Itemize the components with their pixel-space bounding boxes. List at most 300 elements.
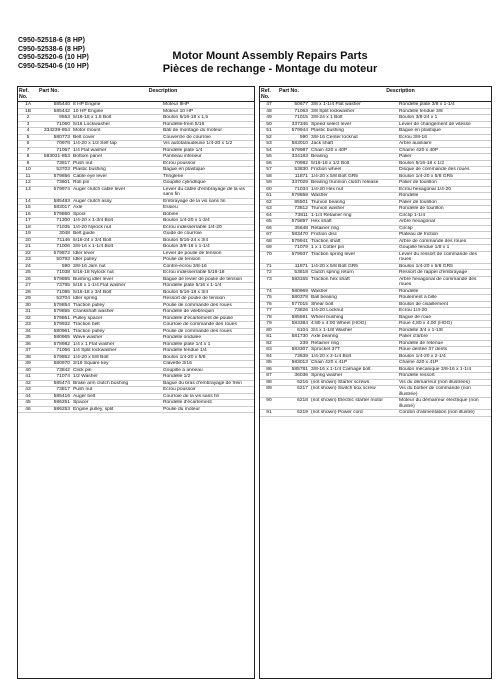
description-english: 8 HP Engine [72, 102, 162, 109]
ref-cell: 91 [260, 410, 278, 417]
description-english: Washer [310, 193, 398, 200]
description-english: Axle bearing [310, 334, 398, 341]
description-french: Palier d'arbre [398, 334, 491, 341]
ref-cell: 74 [260, 288, 278, 295]
ref-cell: 37 [18, 348, 38, 355]
description-english: 5/16 Lockwasher [72, 121, 162, 128]
ref-cell: 65 [260, 219, 278, 226]
description-english: Retainer ring [310, 225, 398, 232]
description-french: Rondelle ondulée [162, 335, 254, 342]
description-english: 5/16-24 x 3/4 Bolt [72, 237, 162, 244]
description-french: Poulie de commande des roues [162, 328, 254, 335]
description-english: (not shown) Switch box screw [310, 386, 398, 398]
description-french: Boulon mécanique 3/8-16 x 1-1/4 [398, 366, 491, 373]
part-number-cell: 50793 [38, 257, 72, 264]
description-french: Boulon 5/16-18 x 1/2 [398, 160, 491, 167]
description-english: Auger clutch assy. [72, 198, 162, 205]
ref-cell: 2 [18, 115, 38, 122]
description-french: Bague de levier de poulie de tension [162, 276, 254, 283]
part-number-cell: 583307 [278, 347, 310, 354]
ref-cell: 15 [18, 205, 38, 212]
description-english: Trunion bearing [310, 199, 398, 206]
ref-cell: 64 [260, 212, 278, 219]
description-english: 5/16-18 x 1/2 Bolt [310, 160, 398, 167]
description-french: Contre-écrou 3/8-16 [162, 263, 254, 270]
part-number-cell: 70978 [38, 141, 72, 148]
description-french: Bague de roue [398, 314, 491, 321]
ref-cell: 49 [260, 115, 278, 122]
description-english: Idler spring [72, 296, 162, 303]
ref-cell: 7 [18, 147, 38, 154]
part-number-cell: 6217 [278, 386, 310, 398]
part-number-cell: 578982 [38, 341, 72, 348]
description-french: Rondelle [398, 193, 491, 200]
description-french: Plateau de friction [398, 232, 491, 239]
ref-cell: 27 [18, 283, 38, 290]
part-number-cell: 73817 [38, 160, 72, 167]
ref-cell: 36 [18, 341, 38, 348]
description-french: Boulon 3/8-16 x 1-1/4 [162, 244, 254, 251]
ref-cell: 22 [18, 250, 38, 257]
description-french: Boulon 3/8-24 x 1 [398, 115, 491, 122]
description-french: Levier de poulie de tension [162, 250, 254, 257]
description-french: Poulie du moteur [162, 406, 254, 413]
description-english: Bottom panel [72, 154, 162, 161]
ref-cell: 26 [18, 276, 38, 283]
ref-cell: 63 [260, 206, 278, 213]
description-english: 3/8-16 Center locknut [310, 134, 398, 141]
part-number-cell: 50677 [278, 102, 310, 109]
part-number-cell: 6216 [278, 379, 310, 386]
description-english: 3/8-16 Jam nut [72, 263, 162, 270]
description-english: 1/4-20 Locknut [310, 308, 398, 315]
part-number-cell: 70982 [278, 160, 310, 167]
description-english: Click pin [72, 367, 162, 374]
part-number-cell: 579897 [278, 219, 310, 226]
description-french: Essieu [162, 205, 254, 212]
part-number-cell: 11871 [278, 173, 310, 180]
description-french: Rondelle de retenue [398, 340, 491, 347]
part-number-cell: 334239-854 [38, 128, 72, 135]
ref-cell: 30 [18, 302, 38, 309]
part-number-cell: 585442 [38, 108, 72, 115]
ref-cell: 10 [18, 167, 38, 174]
description-english: Cable eye lever [72, 173, 162, 180]
model-number: C950-52518-6 (8 HP) [18, 37, 85, 44]
ref-cell: 68 [260, 238, 278, 245]
table-row [260, 251, 491, 263]
part-number-cell: 580773 [38, 134, 72, 141]
part-number-cell: 85501 [278, 199, 310, 206]
part-number-cell: 579856 [38, 173, 72, 180]
description-french: Goupille fendue 1/8 x 1 [398, 245, 491, 252]
title-french: Pièces de rechange - Montage du moteur [162, 62, 378, 75]
ref-cell: 61 [260, 193, 278, 200]
part-number-cell: 579852 [38, 354, 72, 361]
ref-cell: 71 [260, 263, 278, 270]
description-french: Moteur 8HP [162, 102, 254, 109]
part-number-cell: 73811 [278, 212, 310, 219]
part-number-cell: 579860 [38, 211, 72, 218]
part-number-cell: 579861 [38, 315, 72, 322]
part-number-cell: 35648 [278, 225, 310, 232]
ref-cell: 12 [18, 180, 38, 187]
ref-cell: 84 [260, 353, 278, 360]
description-french: Palier de tourillon [398, 180, 491, 187]
description-french: Poulie de tension [162, 257, 254, 264]
description-english: Retainer ring [310, 340, 398, 347]
part-number-cell: 334183 [278, 154, 310, 161]
description-french: Vis autotaraudeuse 1/4-20 x 1/2 [162, 141, 254, 148]
part-number-cell: 3048 [38, 231, 72, 238]
description-french: Panneau inférieur [162, 154, 254, 161]
ref-cell: 88 [260, 379, 278, 386]
description-english: Trunion washer [310, 206, 398, 213]
ref-cell: 8 [18, 154, 38, 161]
description-english: 1/4-20 x 5/8 Bolt [72, 354, 162, 361]
description-french: Écrou 1/4-20 [398, 308, 491, 315]
part-number-cell: 579974 [38, 186, 72, 198]
part-number-cell: 579858 [278, 193, 310, 200]
part-number-cell: 71006 [38, 244, 72, 251]
description-french: Embrayage de la vis sans fin [162, 198, 254, 205]
part-number-cell: 9553 [38, 115, 72, 122]
ref-cell: 86 [260, 366, 278, 373]
ref-cell: 69 [260, 245, 278, 252]
part-number-cell: 585416 [38, 393, 72, 400]
ref-cell: 83 [260, 347, 278, 354]
part-number-cell: 579854 [38, 302, 72, 309]
ref-cell: 76 [260, 301, 278, 308]
ref-cell: 32 [18, 315, 38, 322]
part-number-cell: 71056 [38, 348, 72, 355]
ref-cell: 46 [18, 406, 38, 413]
part-number-cell: 71079 [278, 245, 310, 252]
description-english: 5/16 x 1-1/4 Flat washer [72, 283, 162, 290]
description-french: Boulon 5/16-18 x 3/4 [162, 289, 254, 296]
ref-cell: 11 [18, 173, 38, 180]
description-english: Friction wheel [310, 167, 398, 174]
ref-cell: 9 [18, 160, 38, 167]
ref-cell: 42 [18, 380, 38, 387]
description-english: Belt cover [72, 134, 162, 141]
ref-cell: 67 [260, 232, 278, 239]
ref-cell: 77 [260, 308, 278, 315]
description-french: Bague en plastique [398, 128, 491, 135]
part-number-cell: 590 [278, 134, 310, 141]
title-english: Motor Mount Assembly Repairs Parts [172, 50, 368, 62]
part-number-cell: 577015 [278, 301, 310, 308]
part-number-cell: 579987 [278, 147, 310, 154]
description-french: Vis du démarreur (non illustrées) [398, 379, 491, 386]
description-french: Rondelle plate 3/8 x 1-1/4 [398, 102, 491, 109]
description-english: Traction pulley [72, 328, 162, 335]
ref-cell: 45 [18, 400, 38, 407]
description-french: Écrou indesserrable 5/16-18 [162, 270, 254, 277]
part-number-cell: 585591 [278, 314, 310, 321]
description-english: Idler pulley [72, 257, 162, 264]
ref-cell: 1A [18, 102, 38, 109]
description-english: Hex shaft [310, 219, 398, 226]
ref-cell: 40 [18, 367, 38, 374]
header-ref: Ref. No. [18, 88, 38, 102]
description-english: Bearing [310, 154, 398, 161]
ref-cell: 1B [18, 108, 38, 115]
description-english: 5/16-18 x 3/4 Bolt [72, 289, 162, 296]
part-number-cell: 6104 [278, 327, 310, 334]
description-english: Idler lever [72, 250, 162, 257]
ref-cell: 19 [18, 231, 38, 238]
description-english: 1-1/4 Retainer ring [310, 212, 398, 219]
description-english: 1/4-20 x 5/8 Bolt GR5 [310, 263, 398, 270]
description-french: Ressort de poulie de tension [162, 296, 254, 303]
part-number-cell: 71034 [278, 186, 310, 193]
ref-cell: 80 [260, 327, 278, 334]
ref-cell: 62 [260, 199, 278, 206]
description-english: Axle [72, 205, 162, 212]
part-number-cell: 73826 [278, 308, 310, 315]
part-number-cell: 583384 [278, 321, 310, 328]
description-english: 4:80 x 4:00 Wheel (HOG) [310, 321, 398, 328]
part-number-cell: 73795 [38, 283, 72, 290]
ref-cell: 57 [260, 167, 278, 174]
description-english: 1/2 Washer [72, 374, 162, 381]
description-french: Bobine [162, 211, 254, 218]
description-french: Levier de changement de vitesse [398, 121, 491, 128]
part-number-cell: 583013 [278, 360, 310, 367]
description-french: Boulon 5/16-24 x 3/4 [162, 237, 254, 244]
ref-cell: 6 [18, 141, 38, 148]
description-english: Chain 420 x 41P [310, 360, 398, 367]
table-row [260, 276, 491, 288]
description-french: Roulement à bille [398, 295, 491, 302]
description-french: Boulon 1/4-20 x 2-1/4 [398, 353, 491, 360]
table-row [18, 186, 254, 198]
description-french: Levier du câble d'embrayage de la vis sans fin [162, 186, 254, 198]
description-english: Bearing trunnion clutch release [310, 180, 398, 187]
ref-cell: 13 [18, 186, 38, 198]
description-english: Spacer [72, 400, 162, 407]
ref-cell: 34 [18, 328, 38, 335]
ref-cell: 47 [260, 102, 278, 109]
description-french: Couvercle de courroie [162, 134, 254, 141]
ref-cell: 51 [260, 128, 278, 135]
part-number-cell: 71146 [38, 237, 72, 244]
description-english: 1/4-20 x 1-3/4 Bolt [72, 218, 162, 225]
ref-cell: 55 [260, 154, 278, 161]
part-number-cell: 581730 [278, 334, 310, 341]
ref-cell: 58 [260, 173, 278, 180]
description-english: Sprocket 37T [310, 347, 398, 354]
model-list [18, 37, 89, 71]
part-number-cell: 583470 [278, 232, 310, 239]
ref-cell: 21 [18, 244, 38, 251]
description-english: 3/8-16 x 1-1/4 Bolt [72, 244, 162, 251]
description-english: 3/16 Square key [72, 361, 162, 368]
description-english: (not shown) Starter screws [310, 379, 398, 386]
ref-cell: 18 [18, 224, 38, 231]
part-number-cell: 73842 [38, 367, 72, 374]
description-french: Courroie de commande des roues [162, 322, 254, 329]
description-english: Wheel bushing [310, 314, 398, 321]
ref-cell: 81 [260, 334, 278, 341]
part-number-cell: 71300 [38, 218, 72, 225]
ref-cell: 33 [18, 322, 38, 329]
ref-cell: 44 [18, 393, 38, 400]
description-english: 1/4 Flat washer [72, 147, 162, 154]
ref-cell: 24 [18, 263, 38, 270]
description-french: Écrou indesserrable 1/4-20 [162, 224, 254, 231]
description-english: Motor mount [72, 128, 162, 135]
description-french: Boulon 5/16-18 x 1,5 [162, 115, 254, 122]
ref-cell: 35 [18, 335, 38, 342]
description-english: Bushing idler lever [72, 276, 162, 283]
ref-cell: 60 [260, 186, 278, 193]
part-number-cell: 580969 [278, 288, 310, 295]
description-french: Rondelle de vilebrequin [162, 309, 254, 316]
ref-cell: 50 [260, 121, 278, 128]
ref-cell: 73 [260, 276, 278, 288]
description-english: Plastic bushing [310, 128, 398, 135]
part-number-cell: 53830 [278, 167, 310, 174]
description-english: 3/8-24 x 1 Bolt [310, 115, 398, 122]
part-number-cell: 580970 [38, 361, 72, 368]
description-french: Rondelle plate 5/16 x 1-1/4 [162, 283, 254, 290]
description-french: Palier [398, 154, 491, 161]
description-english: 3/4 x 1-1/8 Washer [310, 327, 398, 334]
description-french: Écrou poussoir [162, 160, 254, 167]
part-number-cell: 6219 [278, 410, 310, 417]
ref-cell: 5 [18, 134, 38, 141]
description-english: Traction pulley [72, 302, 162, 309]
description-english: Clutch spring return [310, 270, 398, 277]
description-french: Clavette 3/16 [162, 361, 254, 368]
ref-cell: 52 [260, 134, 278, 141]
description-french: Bague en plastique [162, 167, 254, 174]
part-number-cell: 71063 [278, 108, 310, 115]
description-english: Spring washer [310, 373, 398, 380]
description-french: Bague du bras d'embrayage de frein [162, 380, 254, 387]
model-number: C950-52540-6 (10 HP) [18, 62, 89, 70]
part-number-cell: 337346 [278, 121, 310, 128]
description-english: 5/16-18 x 1.5 Bolt [72, 115, 162, 122]
ref-cell: 14 [18, 198, 38, 205]
description-english: Wave washer [72, 335, 162, 342]
description-french: Boulon 1/4-20 x 5/8 GR5 [398, 263, 491, 270]
ref-cell: 79 [260, 321, 278, 328]
part-number-cell: 585781 [278, 366, 310, 373]
description-english: Traction hex shaft [310, 276, 398, 288]
description-english: Auger clutch cable lever [72, 186, 162, 198]
description-french: Boulon 1/4-20 x 5/8 GR5 [398, 173, 491, 180]
part-number-cell: 71015 [278, 115, 310, 122]
ref-cell: 89 [260, 386, 278, 398]
description-french: Rondelle plate 1/4 x 1 [162, 341, 254, 348]
description-french: Moteur 10 HP [162, 108, 254, 115]
description-french: Guide de courroie [162, 231, 254, 238]
description-french: Boulon 1/4-20 x 5/8 [162, 354, 254, 361]
description-english: Washer [310, 288, 398, 295]
description-french: Écrou poussoir [162, 387, 254, 394]
part-number-cell: 580965 [38, 335, 72, 342]
description-french: Chaîne 420 x 41P [398, 360, 491, 367]
description-french: Rondelle ressort [398, 373, 491, 380]
description-english: 1/4-20 Hex nut [310, 186, 398, 193]
table-row [260, 410, 491, 417]
description-french: Disque de commande des roues [398, 167, 491, 174]
part-number-cell: 53703 [38, 167, 72, 174]
description-english: 10 HP Engine [72, 108, 162, 115]
ref-cell: 38 [18, 354, 38, 361]
ref-cell: 56 [260, 160, 278, 167]
ref-cell: 90 [260, 398, 278, 410]
part-number-cell: 71074 [38, 374, 72, 381]
description-french: Rondelle 1/2 [162, 374, 254, 381]
header-description: Description [72, 88, 254, 102]
description-french: Arbre hexagonal de commande des roues [398, 276, 491, 288]
description-english: Speed select lever [310, 121, 398, 128]
ref-cell: 4 [18, 128, 38, 135]
description-french: Ressort de rappel d'embrayage [398, 270, 491, 277]
description-english: (not shown) Electric starter motor [310, 398, 398, 410]
description-french: Bâti de montage du moteur [162, 128, 254, 135]
part-number-cell: 6218 [278, 398, 310, 410]
part-number-cell: 585483 [38, 198, 72, 205]
description-english: Spool [72, 211, 162, 218]
table-row [18, 406, 254, 413]
description-french: Boulon de cisaillement [398, 301, 491, 308]
part-number-cell: 53704 [38, 296, 72, 303]
description-english: 1/4-20 x 5/8 Bolt GR5 [310, 173, 398, 180]
description-english: Traction belt [72, 322, 162, 329]
ref-cell: 78 [260, 314, 278, 321]
description-french: Chaîne 420 x 40P [398, 147, 491, 154]
ref-cell: 3 [18, 121, 38, 128]
description-french: Rondelle d'écartement [162, 400, 254, 407]
part-number-cell: 586253 [38, 406, 72, 413]
description-english: Traction spring lever [310, 251, 398, 263]
ref-cell: 70 [260, 251, 278, 263]
description-french: Rondelle fendue 1/4 [162, 348, 254, 355]
description-english: Pulley spacer [72, 315, 162, 322]
description-english: Push nut [72, 387, 162, 394]
description-french: Rondelle-frein 5/16 [162, 121, 254, 128]
description-french: Palier de tourillon [398, 199, 491, 206]
description-english: Push nut [72, 160, 162, 167]
description-english: 3/8-16 x 1-1/4 Carriage bolt [310, 366, 398, 373]
description-french: Circlip 1-1/4 [398, 212, 491, 219]
part-number-cell: 71038 [38, 270, 72, 277]
description-english: 1/4-20 Nylock nut [72, 224, 162, 231]
ref-cell: 20 [18, 237, 38, 244]
description-french: Rondelle [398, 288, 491, 295]
description-english: Belt guide [72, 231, 162, 238]
ref-cell: 66 [260, 225, 278, 232]
ref-cell: 25 [18, 270, 38, 277]
ref-cell: 85 [260, 360, 278, 367]
ref-cell: 59 [260, 180, 278, 187]
description-french: Rondelle plate 1/4 [162, 147, 254, 154]
description-french: Courroie de la vis sans fin [162, 393, 254, 400]
description-french: Arbre auxiliaire [398, 141, 491, 148]
description-french: Roue dentée 37 dents [398, 347, 491, 354]
part-number-cell: 11871 [278, 263, 310, 270]
parts-table-left [18, 88, 254, 413]
ref-cell: 23 [18, 257, 38, 264]
part-number-cell: 579855 [38, 309, 72, 316]
ref-cell: 87 [260, 373, 278, 380]
part-number-cell: 53818 [278, 270, 310, 277]
